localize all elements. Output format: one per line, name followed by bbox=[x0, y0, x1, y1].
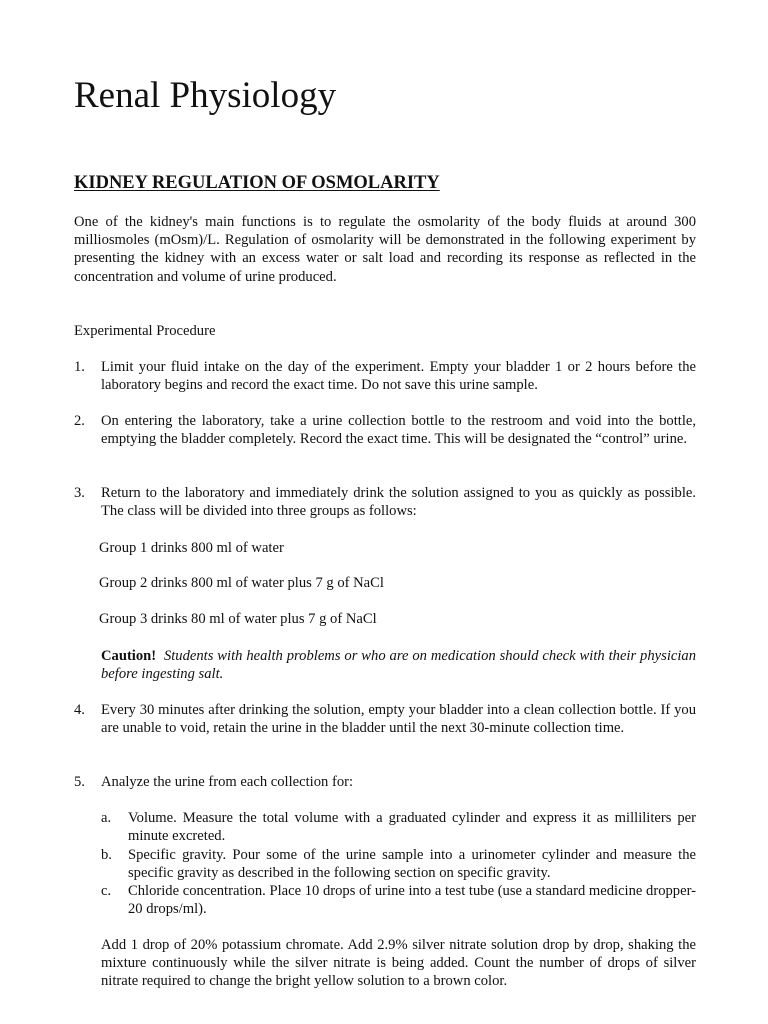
step-text: Limit your fluid intake on the day of the experiment. Empty your bladder 1 or 2 hours before the laboratory begins and record the exact time. Do not save this urine sample. bbox=[101, 359, 696, 394]
analysis-item-letter: a. bbox=[101, 810, 112, 826]
analysis-item-letter: b. bbox=[101, 847, 112, 863]
page-title: Renal Physiology bbox=[74, 75, 337, 116]
caution-note bbox=[101, 647, 696, 683]
caution-text: Students with health problems or who are on medication should check with their physician before ingesting salt. bbox=[101, 648, 696, 683]
step-number: 5. bbox=[74, 774, 85, 790]
analysis-item-text: Volume. Measure the total volume with a graduated cylinder and express it as milliliters per minute excreted. bbox=[128, 810, 696, 845]
group-item: Group 3 drinks 80 ml of water plus 7 g of NaCl bbox=[99, 611, 377, 627]
group-item: Group 1 drinks 800 ml of water bbox=[99, 540, 284, 556]
step-text: On entering the laboratory, take a urine collection bottle to the restroom and void into the bottle, emptying the bladder completely. Record the exact time. This will be designated the “control” urine. bbox=[101, 413, 696, 448]
caution-label: Caution! bbox=[101, 648, 157, 664]
analysis-item-text: Chloride concentration. Place 10 drops of urine into a test tube (use a standard medicine dropper-20 drops/ml). bbox=[128, 883, 696, 918]
final-paragraph: Add 1 drop of 20% potassium chromate. Add 2.9% silver nitrate solution drop by drop, shaking the mixture continuously while the silver nitrate is being added. Count the number of drops of silver nitrate required to change the bright yellow solution to a brown color. bbox=[101, 937, 696, 990]
analysis-item-text: Specific gravity. Pour some of the urine sample into a urinometer cylinder and measure the specific gravity as described in the following section on specific gravity. bbox=[128, 847, 696, 882]
step-number: 4. bbox=[74, 702, 85, 718]
procedure-heading: Experimental Procedure bbox=[74, 323, 216, 339]
step-number: 3. bbox=[74, 485, 85, 501]
analysis-item-letter: c. bbox=[101, 883, 112, 899]
step-text: Analyze the urine from each collection for: bbox=[101, 774, 354, 790]
intro-paragraph: One of the kidney's main functions is to regulate the osmolarity of the body fluids at around 300 milliosmoles (mOsm)/L. Regulation of osmolarity will be demonstrated in the following experiment by presenting the kidney with an excess water or salt load and recording its response as reflected in the concentration and volume of urine produced. bbox=[74, 214, 696, 285]
step-text: Every 30 minutes after drinking the solution, empty your bladder into a clean collection bottle. If you are unable to void, retain the urine in the bladder until the next 30-minute collection time. bbox=[101, 702, 696, 737]
step-number: 1. bbox=[74, 359, 85, 375]
step-number: 2. bbox=[74, 413, 85, 429]
step-text: Return to the laboratory and immediately drink the solution assigned to you as quickly as possible. The class will be divided into three groups as follows: bbox=[101, 485, 696, 520]
group-item: Group 2 drinks 800 ml of water plus 7 g of NaCl bbox=[99, 575, 384, 591]
section-heading: KIDNEY REGULATION OF OSMOLARITY bbox=[74, 173, 440, 193]
